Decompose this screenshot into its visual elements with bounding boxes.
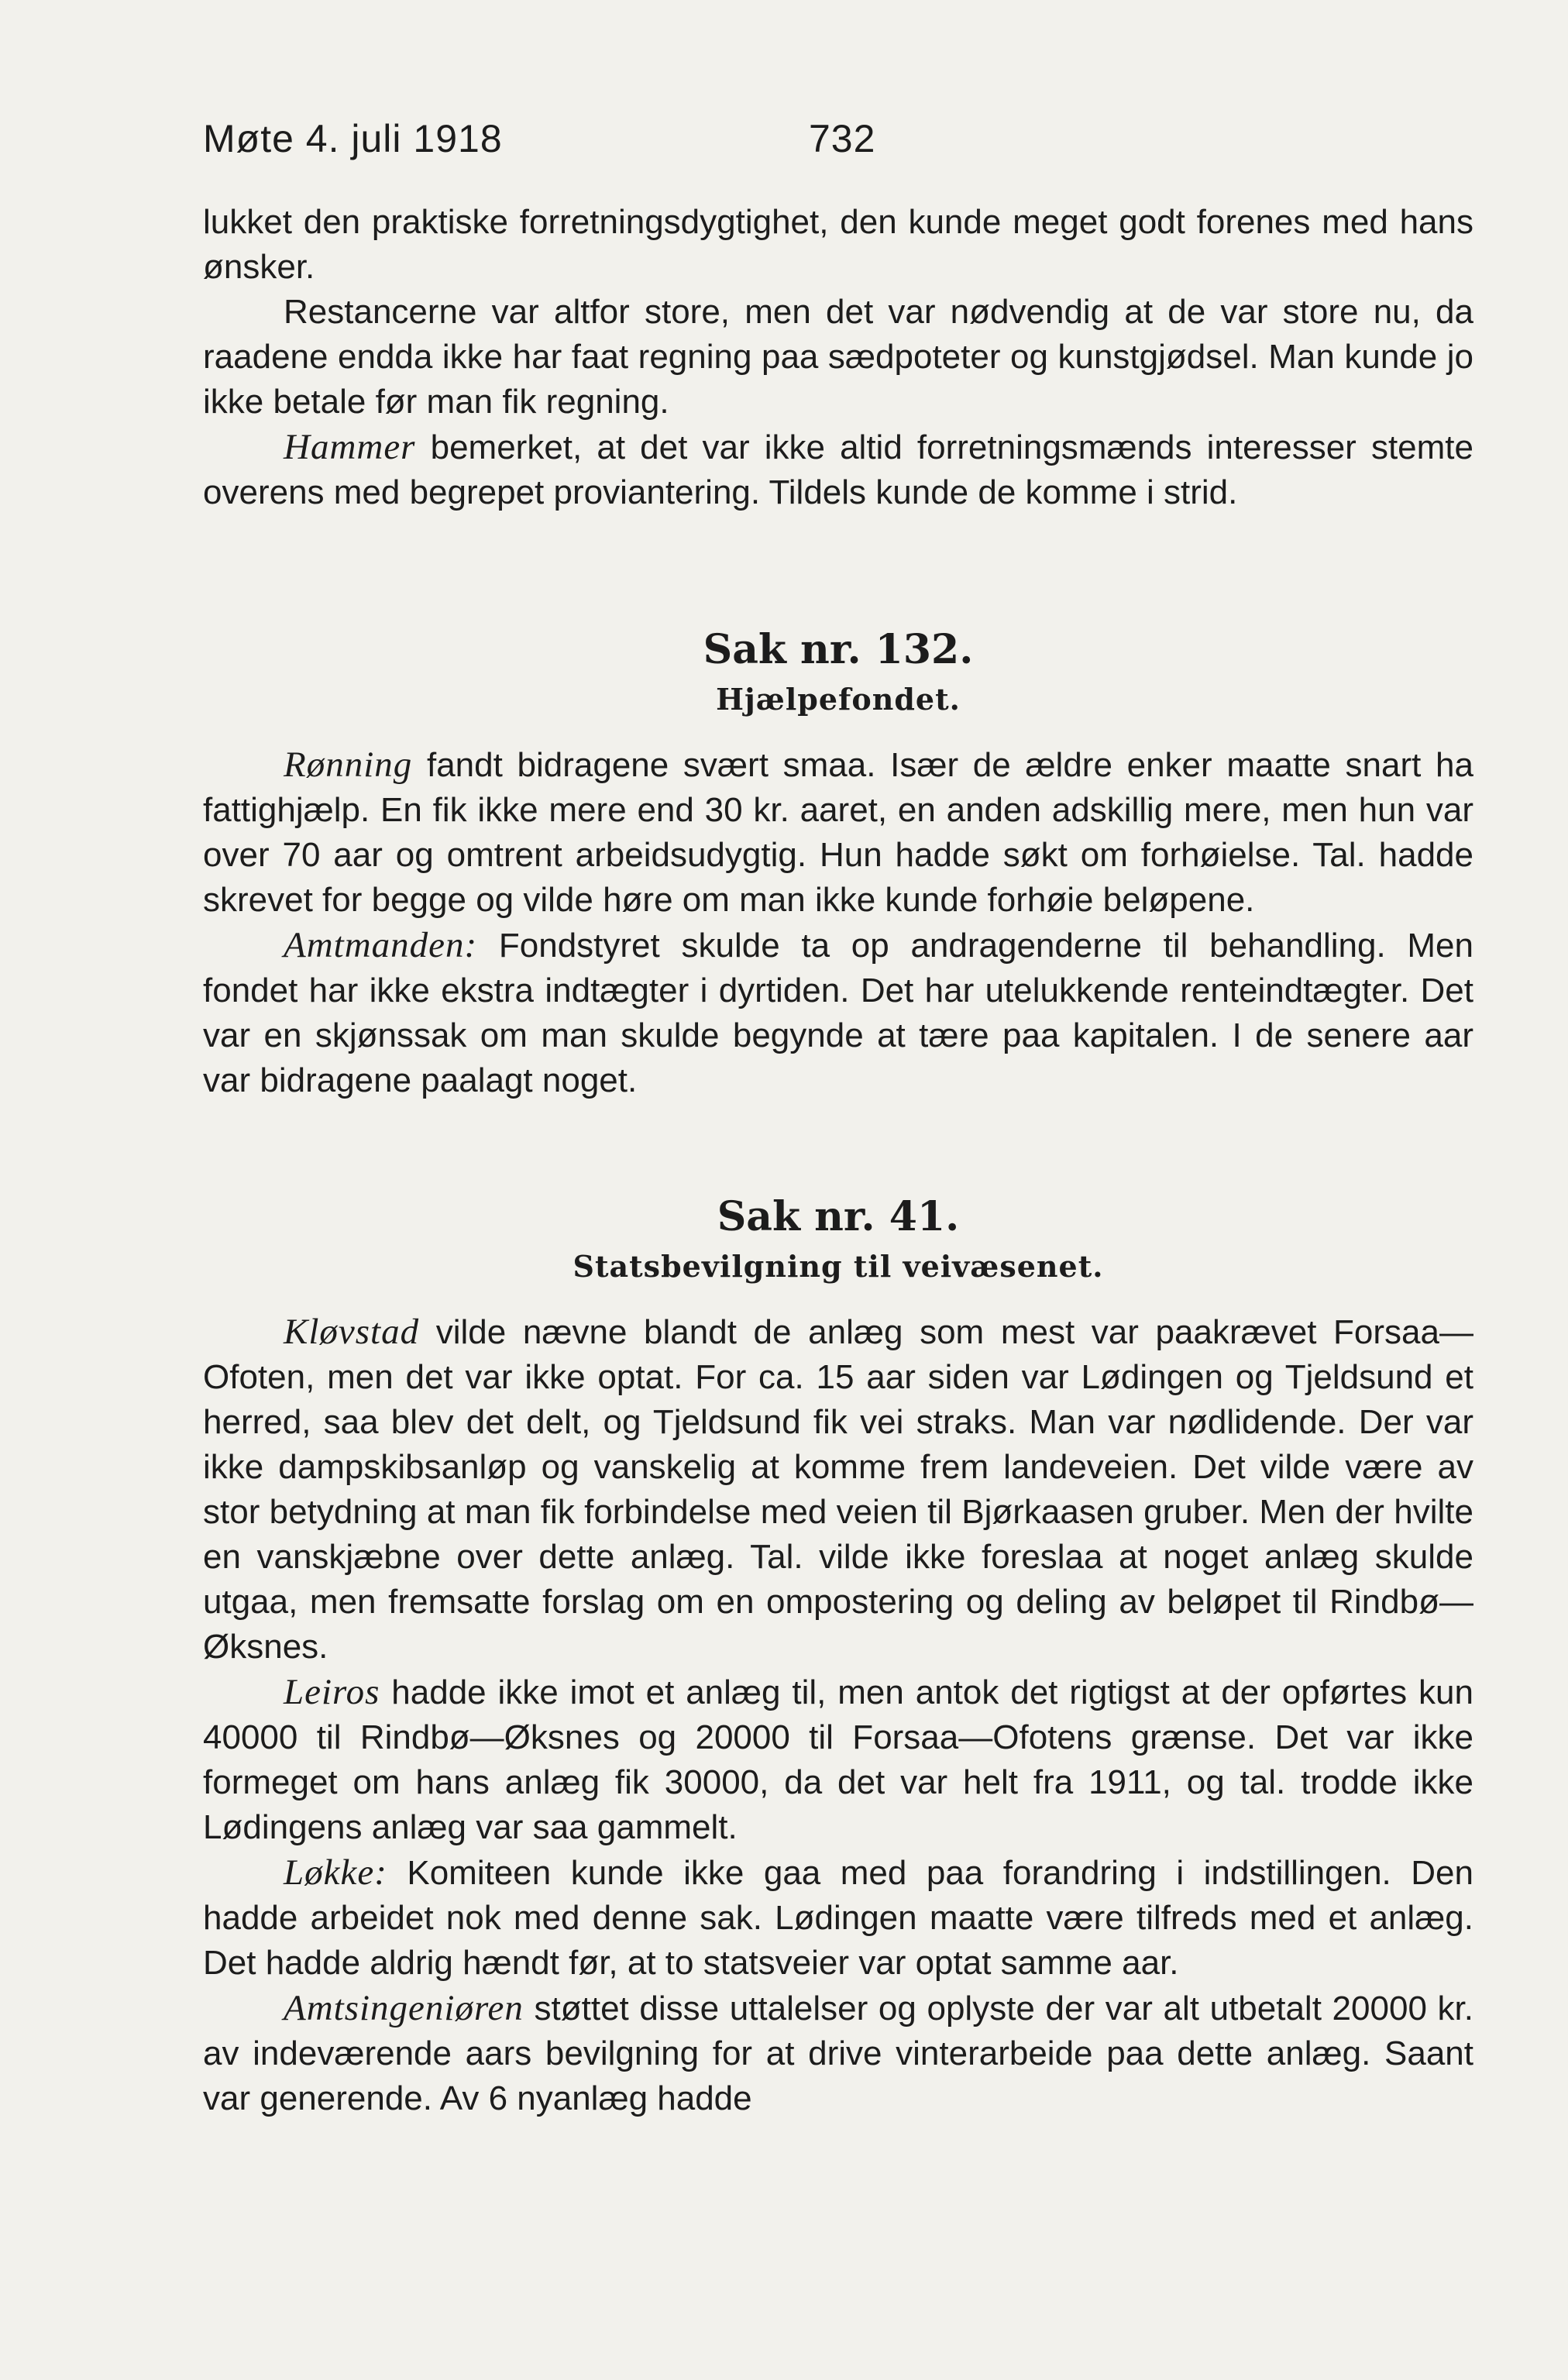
paragraph-text: Komiteen kunde ikke gaa med paa forandring i indstillingen. Den hadde arbeidet nok med denne sak. Lødingen maatte være tilfreds med et anlæg. Det hadde aldrig hændt før, at to statsveier var optat samme aar. — [203, 1854, 1473, 1982]
speaker-name: Rønning — [284, 745, 413, 785]
paragraph-text: Fondstyret skulde ta op andragenderne til behandling. Men fondet har ikke ekstra indtægter i dyrtiden. Det har utelukkende renteindtægter. Det var en skjønssak om man skulde begynde at tære paa kapitalen. I de senere aar var bidragene paalagt noget. — [203, 927, 1473, 1099]
section-heading-sak-132: Sak nr. 132. — [703, 626, 974, 673]
paragraph-continuation: lukket den praktiske forretningsdygtighet, den kunde meget godt forenes med hans ønsker. — [203, 203, 1473, 286]
text-block-sak-132 — [203, 742, 1473, 1103]
speaker-name: Kløvstad — [284, 1312, 420, 1352]
paragraph-amtsingenioren — [203, 1986, 1473, 2121]
speaker-name: Leiros — [284, 1672, 380, 1712]
section-subheading-hjaelpefondet: Hjælpefondet. — [716, 682, 961, 717]
text-block-sak-41 — [203, 1309, 1473, 2121]
paragraph-amtmanden — [203, 923, 1473, 1103]
speaker-name: Hammer — [284, 427, 416, 467]
speaker-name: Amtsingeniøren — [284, 1988, 524, 2028]
paragraph-text: vilde nævne blandt de anlæg som mest var paakrævet Forsaa—Ofoten, men det var ikke optat. For ca. 15 aar siden var Lødingen og Tjeldsund et herred, saa blev det delt, og Tjeldsund fik vei straks. Man var nødlidende. Der var ikke dampskibsanløp og vanskelig at komme frem landeveien. Det vilde være av stor betydning at man fik forbindelse med veien til Bjørkaasen gruber. Men der hvilte en vanskjæbne over dette anlæg. Tal. vilde ikke foreslaa at noget anlæg skulde utgaa, men fremsatte forslag om en ompostering og deling av beløpet til Rindbø—Øksnes. — [203, 1313, 1473, 1666]
paragraph-leiros — [203, 1670, 1473, 1850]
paragraph-text: fandt bidragene svært smaa. Især de ældre enker maatte snart ha fattighjælp. En fik ikke mere end 30 kr. aaret, en anden adskillig mere, men hun var over 70 aar og omtrent arbeidsudygtig. Hun hadde søkt om forhøielse. Tal. hadde skrevet for begge og vilde høre om man ikke kunde forhøie beløpene. — [203, 746, 1473, 919]
text-block-continuation — [203, 200, 1473, 515]
running-header — [203, 116, 1365, 170]
paragraph-text: støttet disse uttalelser og oplyste der var alt utbetalt 20000 kr. av indeværende aars bevilgning for at drive vinterarbeide paa dette anlæg. Saant var generende. Av 6 nyanlæg hadde — [203, 1990, 1473, 2117]
section-heading-sak-41: Sak nr. 41. — [717, 1193, 960, 1240]
paragraph-hammer — [203, 425, 1473, 515]
paragraph-lokke — [203, 1850, 1473, 1986]
section-subheading-statsbevilgning: Statsbevilgning til veivæsenet. — [573, 1249, 1104, 1284]
paragraph-klovstad — [203, 1309, 1473, 1670]
page-number: 732 — [809, 117, 876, 160]
meeting-date: Møte 4. juli 1918 — [203, 117, 503, 160]
paragraph-ronning — [203, 742, 1473, 923]
speaker-name: Løkke: — [284, 1852, 387, 1893]
paragraph-restancer: Restancerne var altfor store, men det var nødvendig at de var store nu, da raadene endda ikke har faat regning paa sædpoteter og kunstgjødsel. Man kunde jo ikke betale før man fik regning. — [203, 293, 1473, 421]
speaker-name: Amtmanden: — [284, 925, 478, 965]
paragraph-text: bemerket, at det var ikke altid forretningsmænds interesser stemte overens med begrepet proviantering. Tildels kunde de komme i strid. — [203, 428, 1473, 511]
paragraph-text: hadde ikke imot et anlæg til, men antok det rigtigst at der opførtes kun 40000 til Rindbø—Øksnes og 20000 til Forsaa—Ofotens grænse. Det var ikke formeget om hans anlæg fik 30000, da det var helt fra 1911, og tal. trodde ikke Lødingens anlæg var saa gammelt. — [203, 1673, 1473, 1846]
